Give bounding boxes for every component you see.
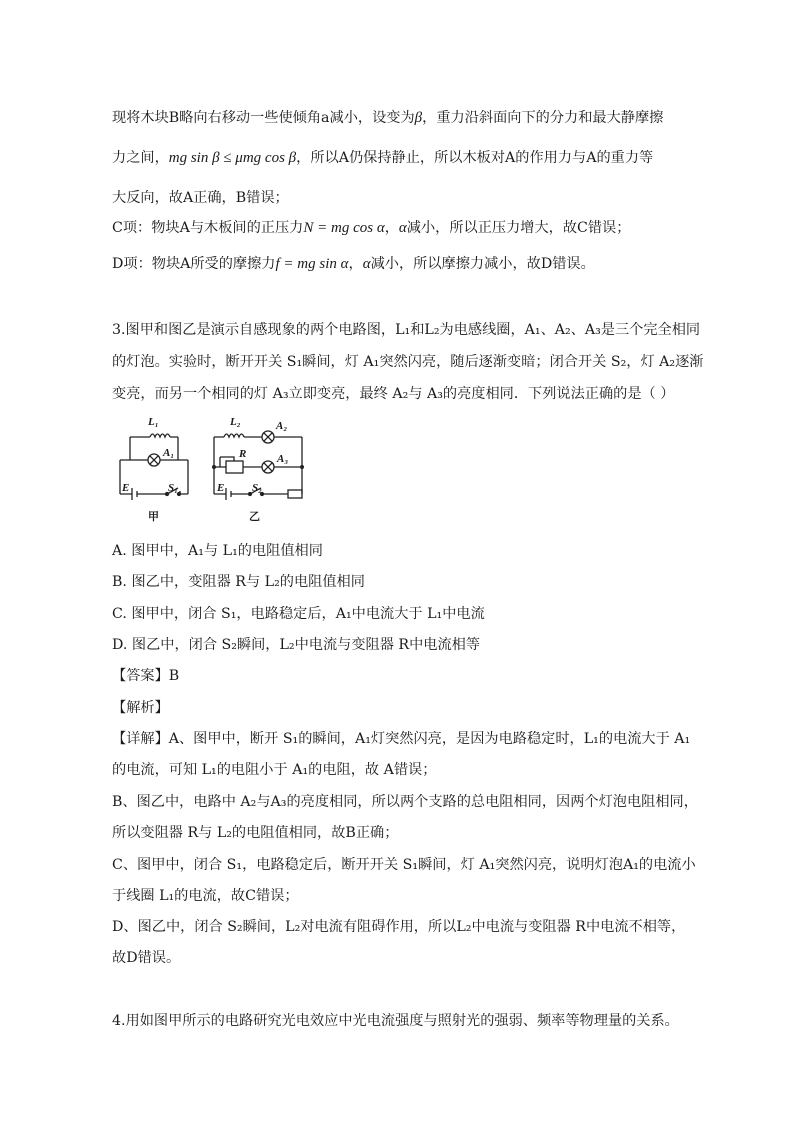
text: ， [384,220,399,236]
para-line [112,188,289,208]
label-E2: E [217,482,225,494]
explanation-line: C、图甲中，闭合 S₁，电路稳定后，断开开关 S₁瞬间，灯 A₁突然闪亮，说明灯泡A₁的电流小 [112,857,696,873]
text: ， [348,256,363,272]
math-formula: f = mg sin α [275,256,349,272]
explanation-line: D、图乙中，闭合 S₂瞬间，L₂对电流有阻碍作用，所以L₂中电流与变阻器 R中电流不相等， [112,919,686,935]
explanation-line: B、图乙中，电路中 A₂与A₃的亮度相同，所以两个支路的总电阻相同，因两个灯泡电阻相同， [112,794,698,810]
text: 减小，所以摩擦力减小，故D错误。 [370,256,595,272]
option-a: A. 图甲中，A₁与 L₁的电阻值相同 [112,543,323,559]
para-line [112,254,595,274]
label-L2: L₂ [230,416,241,428]
option-b: B. 图乙中，变阻器 R与 L₂的电阻值相同 [112,574,365,590]
text: C项：物块A与木板间的正压力 [112,220,304,236]
text: ，重力沿斜面向下的分力和最大静摩擦 [422,110,664,126]
text: ，所以A仍保持静止，所以木板对A的作用力与A的重力等 [296,150,654,166]
option-d: D. 图乙中，闭合 S₂瞬间，L₂中电流与变阻器 R中电流相等 [112,637,481,653]
text: 力之间， [112,150,169,166]
text: 现将木块B略向右移动一些使倾角a减小，设变为 [112,110,415,126]
label-A1: A₁ [163,447,175,459]
caption-yi: 乙 [249,510,260,523]
question-stem: 4.用如图甲所示的电路研究光电效应中光电流强度与照射光的强弱、频率等物理量的关系。 [112,1013,679,1029]
label-A3: A₃ [277,453,289,465]
option-c: C. 图甲中，闭合 S₁，电路稳定后，A₁中电流大于 L₁中电流 [112,606,485,622]
math-symbol: α [398,220,407,236]
math-formula: mg sin β ≤ μmg cos β [168,150,297,166]
question-stem: 的灯泡。实验时，断开开关 S₁瞬间，灯 A₁突然闪亮，随后逐渐变暗；闭合开关 S₂，灯 A₂逐渐 [112,354,704,370]
explanation-line: 故D错误。 [112,950,181,966]
math-symbol: α [362,256,371,272]
label-L1: L₁ [148,416,159,428]
math-symbol: β [414,110,423,126]
question-stem: 变亮，而另一个相同的灯 A₃立即变亮，最终 A₂与 A₃的亮度相同．下列说法正确的是（ ） [112,386,675,402]
text: 大反向，故A正确，B错误； [112,190,289,206]
label-S1: S₁ [168,482,178,494]
explanation-line: 的电流，可知 L₁的电阻小于 A₁的电阻，故 A错误； [112,762,437,778]
label-R: R [239,448,247,460]
para-line [112,148,653,168]
question-stem: 3.图甲和图乙是演示自感现象的两个电路图，L₁和L₂为电感线圈，A₁、A₂、A₃是三个完全相同 [112,322,701,338]
para-line [112,218,630,238]
label-E1: E [122,482,130,494]
explanation-line: 所以变阻器 R与 L₂的电阻值相同，故B正确； [112,825,399,841]
caption-jia: 甲 [148,510,159,523]
circuit-diagrams [112,410,312,534]
label-A2: A₂ [276,420,288,432]
text: 减小，所以正压力增大，故C错误； [406,220,631,236]
explanation-line: 于线圈 L₁的电流，故C错误； [112,888,299,904]
answer: 【答案】B [112,668,180,684]
para-line [112,108,663,128]
label-S2: S₂ [252,482,262,494]
explanation-line: 【详解】A、图甲中，断开 S₁的瞬间，A₁灯突然闪亮，是因为电路稳定时，L₁的电流大于 A₁ [112,731,691,747]
analysis-heading: 【解析】 [112,700,169,716]
text: D项：物块A所受的摩擦力 [112,256,276,272]
math-formula: N = mg cos α [303,220,385,236]
